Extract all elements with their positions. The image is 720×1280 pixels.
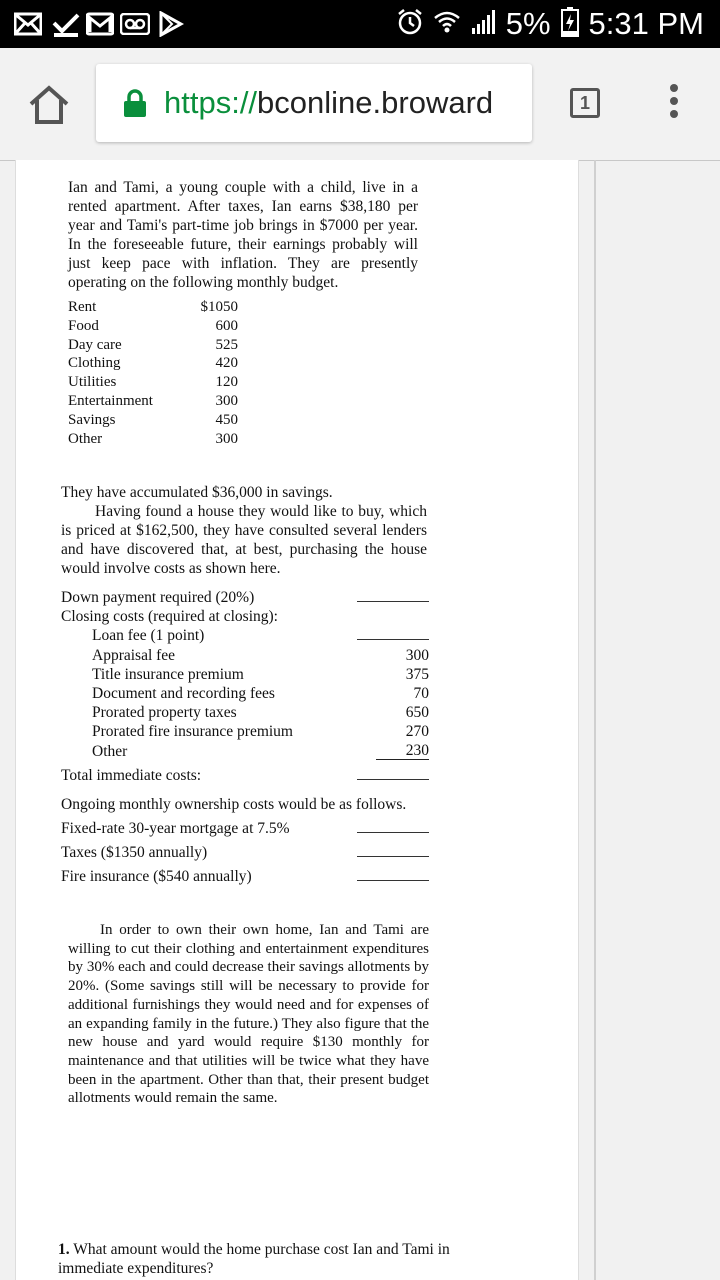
budget-label: Other (68, 430, 103, 447)
voicemail-icon (120, 10, 150, 38)
missed-call-icon (52, 10, 80, 38)
answer-blank[interactable] (357, 856, 429, 857)
cost-value: 270 (405, 723, 429, 741)
menu-dot (670, 84, 678, 92)
address-bar[interactable] (96, 64, 532, 142)
total-costs-label: Total immediate costs: (61, 766, 202, 784)
cost-label: Title insurance premium (92, 665, 244, 683)
budget-cut-paragraph: In order to own their own home, Ian and Tami are willing to cut their clothing and entertainment expenditures by 30% each and could decrease their savings allotments by 20%. (Some savings still will be necessary to provide for additional furnishings they would need and for expenses of an expanding family in the future.) They also figure that the new house and yard would require $130 monthly for maintenance and that utilities will be twice what they have been in the apartment. Other than that, their present budget allotments would remain the same. (68, 922, 429, 1107)
status-bar (0, 0, 720, 48)
answer-blank[interactable] (357, 832, 429, 833)
house-paragraph: Having found a house they would like to buy, which is priced at $162,500, they have consulted several lenders and have discovered that, at best, purchasing the house would involve costs as shown here. (61, 503, 427, 577)
budget-row (68, 336, 238, 355)
cost-row (61, 626, 429, 645)
menu-dot (670, 110, 678, 118)
cost-row (61, 684, 429, 703)
cost-value: 650 (405, 704, 429, 722)
cost-row (61, 588, 429, 607)
cost-label: Other (92, 742, 128, 760)
budget-row (68, 392, 238, 411)
budget-label: Utilities (68, 374, 117, 391)
signal-icon (470, 9, 496, 40)
tab-switcher-button[interactable]: 1 (570, 88, 600, 118)
wifi-icon (434, 9, 460, 40)
cost-row (61, 766, 429, 785)
url-host: bconline.broward (257, 85, 494, 120)
browser-toolbar (0, 48, 720, 161)
budget-label: Food (68, 317, 99, 334)
cost-row (61, 607, 429, 626)
budget-value: 600 (215, 317, 238, 334)
budget-label: Savings (68, 411, 116, 428)
cost-row (61, 722, 429, 741)
ongoing-table (61, 819, 429, 891)
answer-blank[interactable] (357, 601, 429, 602)
cost-label: Appraisal fee (92, 646, 176, 664)
cost-row (61, 665, 429, 684)
budget-row (68, 373, 238, 392)
url-text (164, 85, 493, 121)
cost-row (61, 819, 429, 843)
budget-value: 420 (215, 355, 238, 372)
budget-value: 120 (215, 374, 238, 391)
budget-label: Rent (68, 299, 97, 315)
answer-blank[interactable] (357, 880, 429, 881)
battery-percent: 5% (505, 6, 551, 41)
budget-value: 450 (215, 411, 238, 428)
question-number: 1. (58, 1241, 70, 1258)
mail-icon (14, 10, 42, 38)
budget-row (68, 354, 238, 373)
cost-row (61, 703, 429, 722)
lock-icon (122, 89, 148, 117)
ongoing-label: Fixed-rate 30-year mortgage at 7.5% (61, 820, 290, 837)
budget-row (68, 411, 238, 430)
cost-value: 375 (405, 665, 429, 683)
budget-row (68, 317, 238, 336)
home-button[interactable] (26, 82, 72, 128)
budget-row (68, 298, 238, 317)
page-edge (594, 160, 596, 1280)
cost-row (61, 843, 429, 867)
budget-value: $1050 (200, 299, 238, 315)
gmail-icon (86, 10, 114, 38)
budget-label: Day care (68, 336, 122, 353)
answer-blank[interactable] (357, 639, 429, 640)
ongoing-label: Taxes ($1350 annually) (61, 844, 208, 861)
costs-table (61, 588, 429, 785)
clock: 5:31 PM (588, 6, 704, 41)
menu-dot (670, 97, 678, 105)
home-icon (26, 82, 72, 128)
cost-value: 70 (413, 684, 429, 702)
cost-value: 300 (405, 646, 429, 664)
ongoing-label: Fire insurance ($540 annually) (61, 868, 252, 885)
loan-fee-label: Loan fee (1 point) (92, 627, 205, 645)
down-payment-label: Down payment required (20%) (61, 589, 255, 606)
cost-value: 230 (376, 742, 429, 760)
cost-row (61, 867, 429, 891)
play-store-icon (158, 10, 184, 38)
battery-charging-icon (561, 7, 579, 42)
overflow-menu-button[interactable] (664, 84, 684, 124)
closing-costs-header: Closing costs (required at closing): (61, 608, 278, 626)
intro-paragraph: Ian and Tami, a young couple with a child, live in a rented apartment. After taxes, Ian earns $38,180 per year and Tami's part-time job brings in $7000 per year. In the foreseeable future, their earnings probably will just keep pace with inflation. They are presently operating on the following monthly budget. (68, 179, 418, 291)
budget-table (68, 298, 238, 448)
budget-value: 300 (215, 430, 238, 447)
question-1 (58, 1240, 458, 1278)
alarm-icon (396, 8, 424, 41)
budget-value: 525 (215, 336, 238, 353)
ongoing-header: Ongoing monthly ownership costs would be as follows. (61, 796, 407, 813)
budget-label: Entertainment (68, 392, 153, 409)
budget-value: 300 (215, 392, 238, 409)
cost-label: Prorated fire insurance premium (92, 723, 293, 741)
cost-label: Document and recording fees (92, 684, 275, 702)
cost-label: Prorated property taxes (92, 704, 237, 722)
question-text: What amount would the home purchase cost Ian and Tami in immediate expenditures? (58, 1241, 450, 1277)
savings-line: They have accumulated $36,000 in savings. (61, 484, 333, 501)
url-scheme: https:// (164, 85, 258, 120)
cost-row (61, 742, 429, 761)
cost-row (61, 646, 429, 665)
answer-blank[interactable] (357, 779, 429, 780)
budget-label: Clothing (68, 355, 121, 372)
budget-row (68, 430, 238, 449)
